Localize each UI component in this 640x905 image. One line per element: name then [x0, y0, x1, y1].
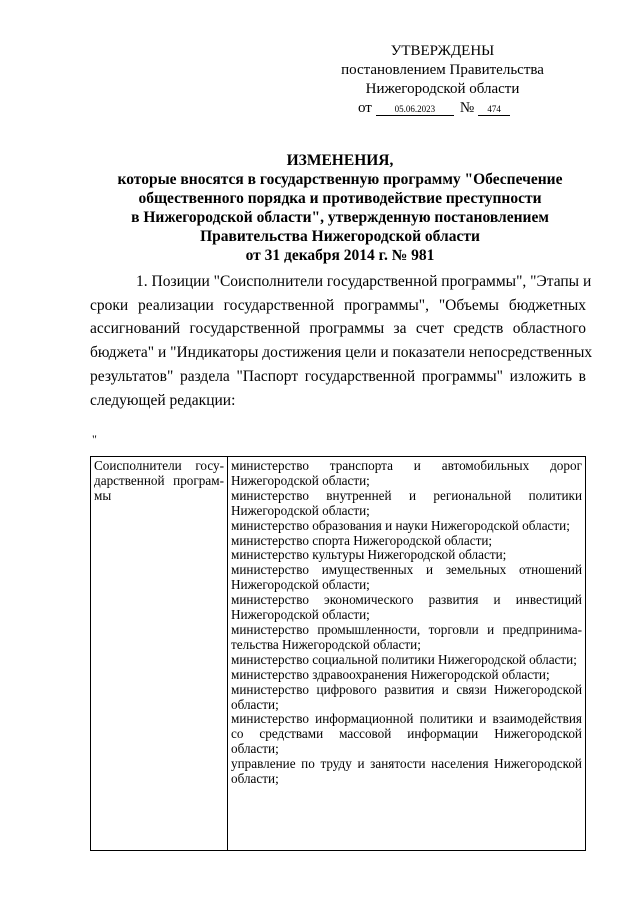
paragraph-line: результатов" раздела "Паспорт государственной программы" изложить в	[90, 367, 586, 385]
list-item	[231, 757, 582, 787]
from-label: от	[358, 100, 372, 116]
list-item	[231, 489, 582, 519]
title-line: в Нижегородской области", утвержденную постановлением	[131, 209, 549, 226]
paragraph-line: ассигнований государственной программы за счет средств областного	[90, 320, 586, 338]
list-item	[231, 653, 582, 668]
entry-line: области;	[231, 771, 279, 787]
title-line: ИЗМЕНЕНИЯ,	[286, 152, 394, 169]
list-item	[231, 712, 582, 757]
resolution-number: 474	[478, 103, 510, 116]
entry-line: управление по труду и занятости населения Нижегородской	[231, 756, 582, 772]
title-line: общественного порядка и противодействие преступности	[138, 190, 542, 207]
list-item	[231, 683, 582, 713]
entry-line: министерство спорта Нижегородской области;	[231, 532, 493, 548]
table-row	[91, 457, 586, 851]
entry-line: министерство имущественных и земельных отношений	[231, 562, 582, 578]
title-line: которые вносятся в государственную программу "Обеспечение	[117, 171, 563, 188]
label-line: Соисполнители госу-	[94, 458, 224, 473]
opening-quote: "	[92, 432, 97, 446]
label-line: мы	[94, 487, 112, 503]
entry-line: министерство промышленности, торговли и предпринима-	[231, 621, 582, 637]
title-line: от 31 декабря 2014 г. № 981	[245, 247, 435, 264]
entry-line: области;	[231, 741, 279, 757]
entry-line: тельства Нижегородской области;	[231, 636, 421, 652]
passport-table	[90, 456, 586, 851]
paragraph-line: следующей редакции:	[90, 391, 236, 409]
entry-line: области;	[231, 696, 279, 712]
entry-line: министерство образования и науки Нижегородской области;	[231, 517, 570, 533]
entry-line: Нижегородской области;	[231, 577, 370, 593]
entry-line: Нижегородской области;	[231, 472, 370, 488]
entry-line: Нижегородской области;	[231, 502, 370, 518]
entry-line: Нижегородской области;	[231, 607, 370, 623]
entry-line: министерство внутренней и региональной политики	[231, 487, 582, 503]
approval-stamp	[330, 42, 555, 118]
list-item	[231, 563, 582, 593]
list-item	[231, 459, 582, 489]
entry-line: министерство культуры Нижегородской области;	[231, 547, 507, 563]
body-paragraph	[90, 270, 593, 412]
entry-line: министерство транспорта и автомобильных дорог	[231, 458, 582, 473]
entry-line: министерство цифрового развития и связи Нижегородской	[231, 681, 582, 697]
entry-line: со средствами массовой информации Нижегородской	[231, 726, 582, 742]
title-line: Правительства Нижегородской области	[200, 228, 480, 245]
approval-date-line	[358, 99, 555, 118]
list-item	[231, 668, 582, 683]
document-title	[90, 151, 590, 265]
list-item	[231, 623, 582, 653]
list-item	[231, 593, 582, 623]
entry-line: министерство социальной политики Нижегородской области;	[231, 651, 577, 667]
approval-resolution: постановлением Правительства	[341, 62, 544, 78]
entry-line: министерство экономического развития и инвестиций	[231, 592, 582, 608]
approval-region: Нижегородской области	[365, 81, 520, 97]
list-item	[231, 534, 582, 549]
resolution-date: 05.06.2023	[376, 103, 454, 116]
entry-line: министерство здравоохранения Нижегородской области;	[231, 666, 550, 682]
list-item	[231, 548, 582, 563]
list-item	[231, 519, 582, 534]
paragraph-line: 1. Позиции "Соисполнители государственной программы", "Этапы и	[136, 273, 592, 290]
approval-heading: УТВЕРЖДЕНЫ	[390, 43, 495, 59]
label-line: дарственной програм-	[94, 472, 224, 488]
paragraph-line: бюджета" и "Индикаторы достижения цели и показатели непосредственных	[90, 344, 593, 362]
label-cell	[91, 457, 228, 851]
number-sign: №	[459, 100, 475, 116]
entry-line: министерство информационной политики и взаимодействия	[231, 711, 582, 727]
paragraph-line: сроки реализации государственной программы", "Объемы бюджетных	[90, 296, 586, 314]
value-cell	[228, 457, 586, 851]
